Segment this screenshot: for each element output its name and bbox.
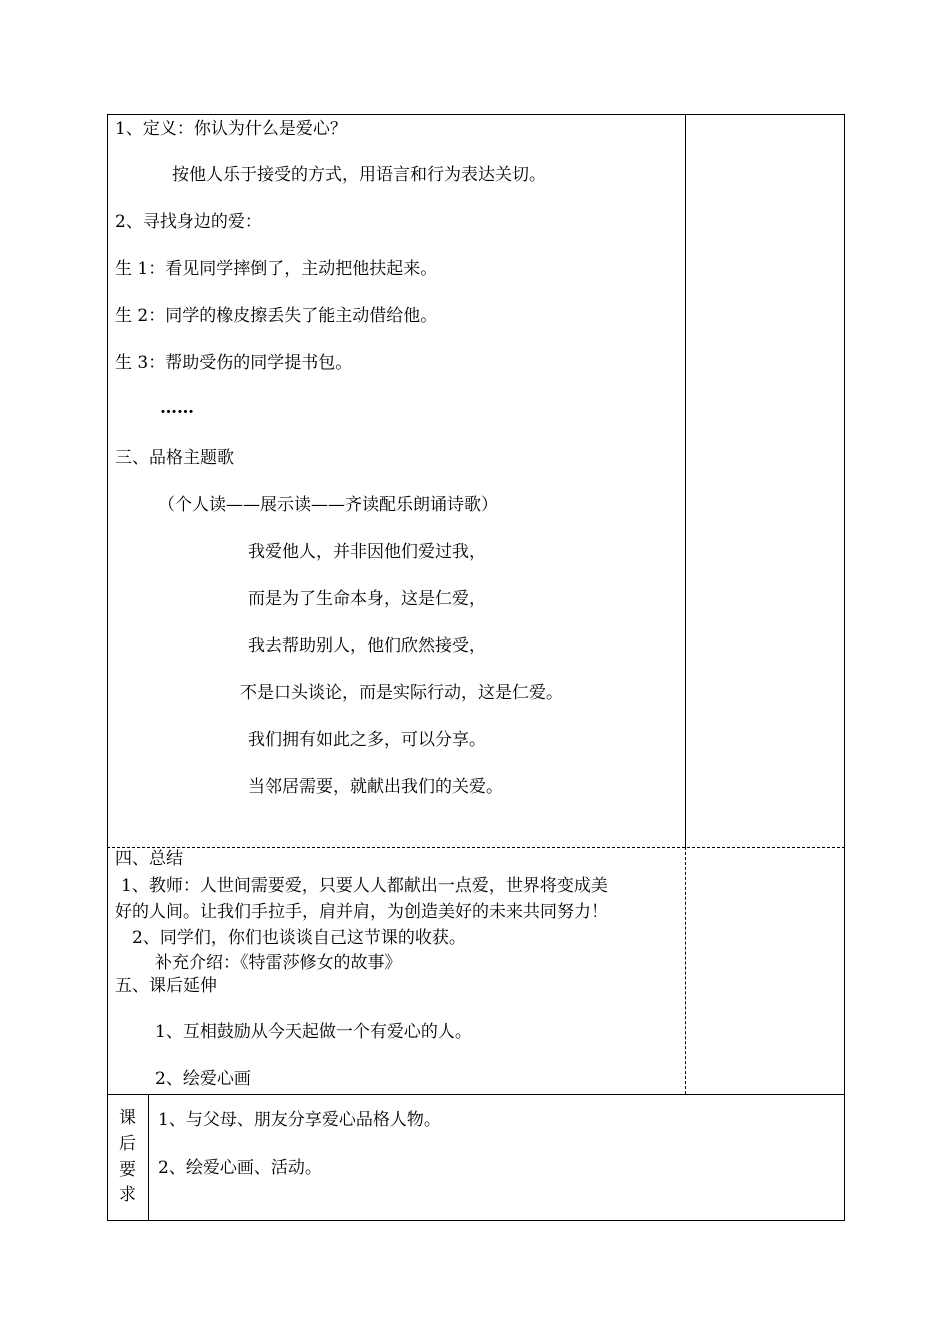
summary-heading: 四、总结 bbox=[115, 849, 183, 869]
table-left-border bbox=[107, 114, 108, 1221]
homework-label-char-3: 要 bbox=[119, 1160, 136, 1180]
poem-line-6: 当邻居需要，就献出我们的关爱。 bbox=[248, 777, 503, 797]
student-answer-2: 生 2：同学的橡皮擦丢失了能主动借给他。 bbox=[115, 306, 438, 326]
extension-item-2: 2、绘爱心画 bbox=[155, 1069, 251, 1089]
definition-heading: 1、定义：你认为什么是爱心？ bbox=[115, 119, 347, 139]
homework-label-char-2: 后 bbox=[119, 1134, 136, 1154]
table-right-border bbox=[844, 114, 845, 1221]
homework-label-divider bbox=[148, 1094, 149, 1221]
reading-instructions: （个人读——展示读——齐读配乐朗诵诗歌） bbox=[158, 495, 498, 515]
teacher-summary-line-1: 1、教师：人世间需要爱，只要人人都献出一点爱，世界将变成美 bbox=[121, 876, 608, 896]
ellipsis: …… bbox=[160, 398, 194, 418]
students-reflection: 2、同学们，你们也谈谈自己这节课的收获。 bbox=[132, 928, 466, 948]
extension-item-1: 1、互相鼓励从今天起做一个有爱心的人。 bbox=[155, 1022, 472, 1042]
extension-heading: 五、课后延伸 bbox=[115, 976, 217, 996]
table-bottom-border bbox=[107, 1220, 845, 1221]
definition-text: 按他人乐于接受的方式，用语言和行为表达关切。 bbox=[172, 165, 546, 185]
homework-item-2: 2、绘爱心画、活动。 bbox=[158, 1158, 322, 1178]
homework-item-1: 1、与父母、朋友分享爱心品格人物。 bbox=[158, 1110, 441, 1130]
supplementary-intro: 补充介绍：《特雷莎修女的故事》 bbox=[155, 953, 402, 973]
row-divider-dashed bbox=[107, 847, 845, 848]
student-answer-3: 生 3：帮助受伤的同学提书包。 bbox=[115, 353, 353, 373]
homework-label-char-1: 课 bbox=[119, 1108, 136, 1128]
poem-line-5: 我们拥有如此之多，可以分享。 bbox=[248, 730, 486, 750]
teacher-summary-line-2: 好的人间。让我们手拉手，肩并肩，为创造美好的未来共同努力！ bbox=[115, 902, 608, 922]
poem-line-3: 我去帮助别人，他们欣然接受， bbox=[248, 636, 486, 656]
theme-song-heading: 三、品格主题歌 bbox=[115, 448, 234, 468]
notes-column-divider-lower bbox=[685, 847, 686, 1094]
poem-line-4: 不是口头谈论，而是实际行动，这是仁爱。 bbox=[240, 683, 563, 703]
homework-row-top-border bbox=[107, 1094, 845, 1095]
table-top-border bbox=[107, 114, 845, 115]
find-love-heading: 2、寻找身边的爱： bbox=[115, 212, 262, 232]
poem-line-1: 我爱他人，并非因他们爱过我， bbox=[248, 542, 486, 562]
homework-label-char-4: 求 bbox=[119, 1185, 136, 1205]
notes-column-divider-upper bbox=[685, 114, 686, 847]
poem-line-2: 而是为了生命本身，这是仁爱， bbox=[248, 589, 486, 609]
student-answer-1: 生 1：看见同学摔倒了，主动把他扶起来。 bbox=[115, 259, 438, 279]
